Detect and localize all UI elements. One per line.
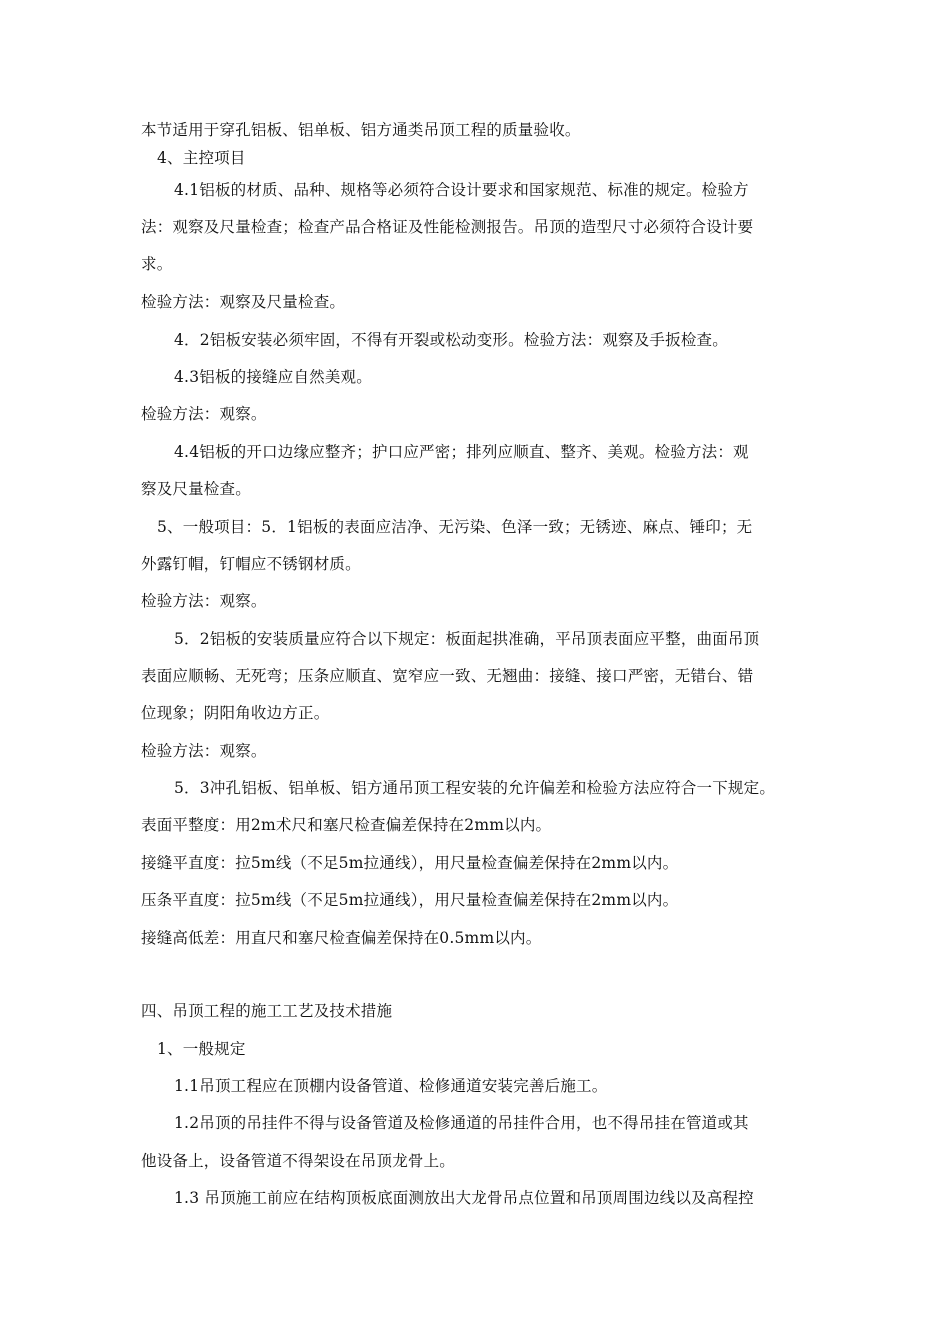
paragraph-line: 求。 (141, 255, 173, 273)
chapter-heading: 四、吊顶工程的施工工艺及技术措施 (141, 1002, 393, 1020)
paragraph-line: 检验方法：观察。 (141, 405, 267, 423)
paragraph-line: 1.3 吊顶施工前应在结构顶板底面测放出大龙骨吊点位置和吊顶周围边线以及高程控 (174, 1189, 754, 1207)
paragraph-line: 5．3冲孔铝板、铝单板、铝方通吊顶工程安装的允许偏差和检验方法应符合一下规定。 (174, 779, 776, 797)
paragraph-line: 他设备上，设备管道不得架设在吊顶龙骨上。 (141, 1152, 456, 1170)
section-heading: 1、一般规定 (157, 1040, 246, 1058)
paragraph-line: 1.1吊顶工程应在顶棚内设备管道、检修通道安装完善后施工。 (174, 1077, 608, 1095)
section-heading: 4、主控项目 (157, 149, 246, 167)
paragraph-line: 1.2吊顶的吊挂件不得与设备管道及检修通道的吊挂件合用，也不得吊挂在管道或其 (174, 1114, 749, 1132)
paragraph-line: 4.4铝板的开口边缘应整齐；护口应严密；排列应顺直、整齐、美观。检验方法：观 (174, 443, 749, 461)
paragraph-line: 表面平整度：用2m术尺和塞尺检查偏差保持在2mm以内。 (141, 816, 552, 834)
paragraph-line: 接缝平直度：拉5m线（不足5m拉通线），用尺量检查偏差保持在2mm以内。 (141, 854, 679, 872)
paragraph-line: 4．2铝板安装必须牢固，不得有开裂或松动变形。检验方法：观察及手扳检查。 (174, 331, 728, 349)
paragraph-line: 5．2铝板的安装质量应符合以下规定：板面起拱准确，平吊顶表面应平整，曲面吊顶 (174, 630, 760, 648)
paragraph-line: 检验方法：观察。 (141, 742, 267, 760)
paragraph-line: 外露钉帽，钉帽应不锈钢材质。 (141, 555, 361, 573)
paragraph-line: 表面应顺畅、无死弯；压条应顺直、宽窄应一致、无翘曲：接缝、接口严密，无错台、错 (141, 667, 754, 685)
paragraph-line: 本节适用于穿孔铝板、铝单板、铝方通类吊顶工程的质量验收。 (141, 121, 581, 139)
paragraph-line: 4.3铝板的接缝应自然美观。 (174, 368, 372, 386)
paragraph-line: 察及尺量检查。 (141, 480, 251, 498)
paragraph-line: 检验方法：观察及尺量检查。 (141, 293, 346, 311)
paragraph-line: 4.1铝板的材质、品种、规格等必须符合设计要求和国家规范、标准的规定。检验方 (174, 181, 749, 199)
paragraph-line: 法：观察及尺量检查；检查产品合格证及性能检测报告。吊顶的造型尺寸必须符合设计要 (141, 218, 754, 236)
paragraph-line: 接缝高低差：用直尺和塞尺检查偏差保持在0.5mm以内。 (141, 929, 542, 947)
paragraph-line: 位现象；阴阳角收边方正。 (141, 704, 330, 722)
paragraph-line: 压条平直度：拉5m线（不足5m拉通线），用尺量检查偏差保持在2mm以内。 (141, 891, 679, 909)
paragraph-line: 检验方法：观察。 (141, 592, 267, 610)
paragraph-line: 5、一般项目：5．1铝板的表面应洁净、无污染、色泽一致；无锈迹、麻点、锤印；无 (157, 518, 753, 536)
